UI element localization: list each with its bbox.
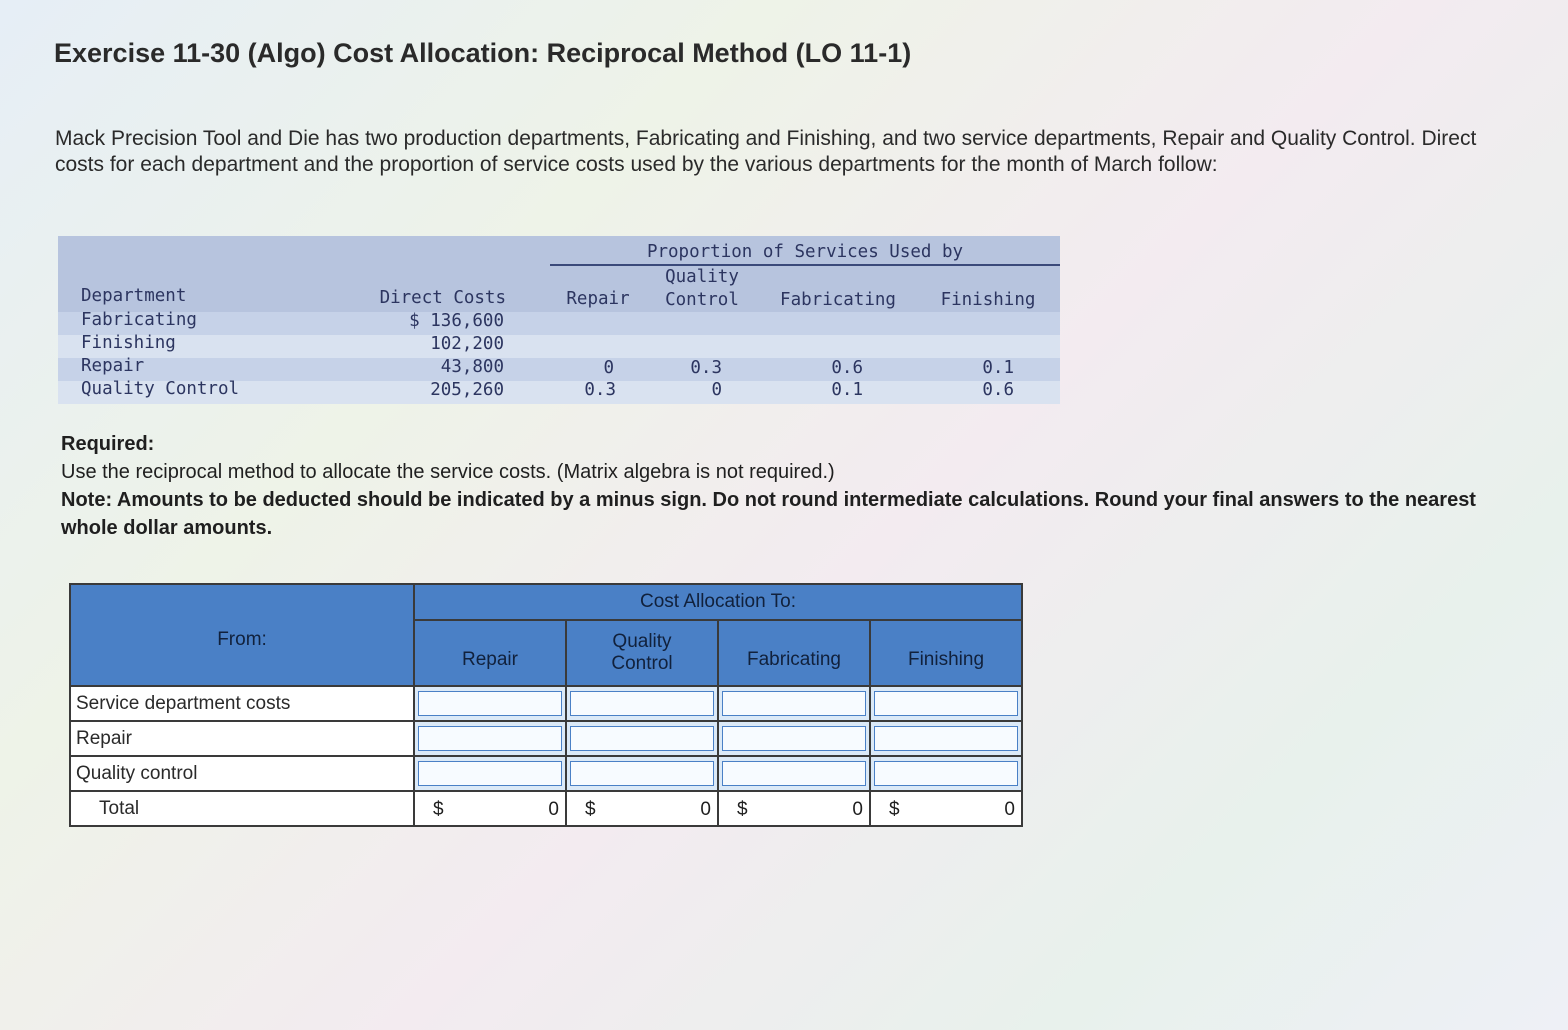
service-costs-quality-input[interactable] [570,691,714,716]
row-fabricating-proportion: 0.6 [831,358,863,378]
row-quality-proportion: 0.3 [690,358,722,378]
required-section [61,430,1501,542]
dollar-sign: $ [585,799,596,820]
data-row-band [58,312,1060,335]
total-value: 0 [1004,799,1015,820]
repair-repair-input[interactable] [418,726,562,751]
col-header-repair: Repair [566,289,630,309]
answer-cell [566,756,718,791]
quality-finishing-input[interactable] [874,761,1018,786]
col-header-quality-line2: Control [665,290,739,310]
answer-cell [718,756,870,791]
row-repair-proportion: 0.3 [584,380,616,400]
row-finishing-proportion: 0.6 [982,380,1014,400]
repair-finishing-input[interactable] [874,726,1018,751]
total-cell-quality [566,791,718,826]
col-header-fabricating: Fabricating [718,620,870,686]
row-direct-costs: 102,200 [430,334,504,354]
total-cell-finishing [870,791,1022,826]
total-value: 0 [700,799,711,820]
total-value: 0 [548,799,559,820]
answer-cell [870,721,1022,756]
row-direct-costs: $ 136,600 [409,311,504,331]
col-header-finishing: Finishing [870,620,1022,686]
row-department: Repair [81,356,145,376]
required-note: Note: Amounts to be deducted should be indicated by a minus sign. Do not round intermediate calculations. Round your final answers to the nearest whole dollar amounts. [61,489,1476,539]
quality-quality-input[interactable] [570,761,714,786]
dollar-sign: $ [889,799,900,820]
quality-line1: Quality [612,631,672,652]
dollar-sign: $ [737,799,748,820]
col-header-department: Department [81,286,187,306]
row-label-service-costs: Service department costs [70,686,414,721]
dollar-sign: $ [433,799,444,820]
row-department: Finishing [81,333,176,353]
col-header-repair: Repair [414,620,566,686]
service-costs-fabricating-input[interactable] [722,691,866,716]
row-label-repair: Repair [70,721,414,756]
col-header-quality-line1: Quality [665,267,739,287]
col-header-direct-costs: Direct Costs [379,288,506,308]
col-header-finishing: Finishing [940,290,1036,310]
row-direct-costs: 43,800 [440,357,504,377]
answer-cell [718,686,870,721]
proportion-group-header: Proportion of Services Used by [646,242,964,262]
row-department: Fabricating [81,310,197,330]
page-title: Exercise 11-30 (Algo) Cost Allocation: Reciprocal Method (LO 11-1) [54,38,912,68]
quality-line2: Control [611,653,673,674]
repair-quality-input[interactable] [570,726,714,751]
allocation-answer-table [69,583,1023,827]
col-header-quality-control [566,620,718,686]
quality-fabricating-input[interactable] [722,761,866,786]
service-costs-repair-input[interactable] [418,691,562,716]
row-label-quality-control: Quality control [70,756,414,791]
required-text: Use the reciprocal method to allocate the service costs. (Matrix algebra is not required.) [61,461,835,483]
quality-repair-input[interactable] [418,761,562,786]
service-costs-finishing-input[interactable] [874,691,1018,716]
row-quality-proportion: 0 [711,380,722,400]
col-header-fabricating: Fabricating [780,290,896,310]
row-repair-proportion: 0 [603,358,614,378]
group-header-rule [550,264,1060,266]
answer-cell [870,686,1022,721]
total-value: 0 [852,799,863,820]
row-finishing-proportion: 0.1 [982,358,1014,378]
problem-intro: Mack Precision Tool and Die has two production departments, Fabricating and Finishing, and two service departments, Repair and Quality Control. Direct costs for each department and the proportion of service costs used by the various departments for the month of March follow: [55,127,1477,176]
row-direct-costs: 205,260 [430,380,504,400]
data-row-band [58,335,1060,358]
from-header: From: [70,584,414,686]
answer-cell [718,721,870,756]
total-cell-fabricating [718,791,870,826]
answer-cell [870,756,1022,791]
total-cell-repair [414,791,566,826]
answer-cell [414,721,566,756]
answer-cell [414,756,566,791]
answer-cell [566,721,718,756]
answer-cell [414,686,566,721]
answer-cell [566,686,718,721]
required-label: Required: [61,433,155,455]
given-data-table [58,236,1060,404]
row-fabricating-proportion: 0.1 [831,380,863,400]
row-label-total: Total [70,791,414,826]
cost-allocation-to-header: Cost Allocation To: [414,584,1022,620]
row-department: Quality Control [81,379,240,399]
repair-fabricating-input[interactable] [722,726,866,751]
